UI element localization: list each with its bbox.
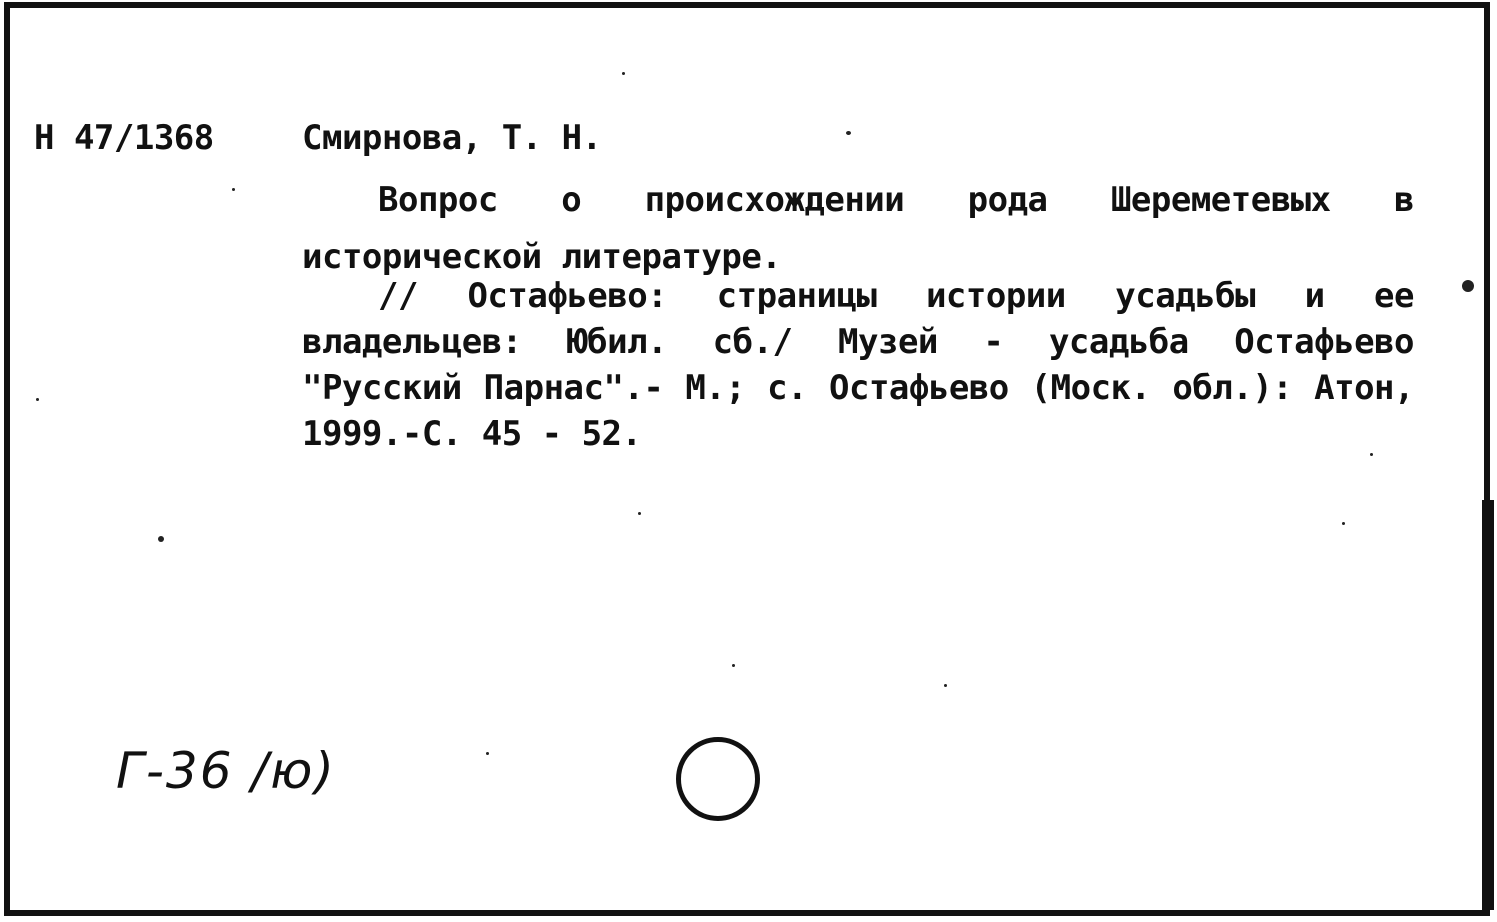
scan-speck <box>638 512 641 515</box>
source-citation: // Остафьево: страницы истории усадьбы и ее владельцев: Юбил. сб./ Музей - усадьба Остафьево "Русский Парнас".- М.; с. Остафьево (Моск. обл.): Атон, 1999.-С. 45 - 52. <box>302 276 1414 454</box>
scan-speck <box>1370 453 1373 456</box>
scan-speck <box>622 72 625 75</box>
punch-hole <box>676 737 760 821</box>
scan-speck <box>1342 522 1345 525</box>
scan-speck <box>732 664 735 667</box>
scan-speck <box>158 536 164 542</box>
scan-speck <box>232 188 235 191</box>
scan-speck <box>486 752 489 755</box>
work-title: Вопрос о происхождении рода Шереметевых в исторической литературе. <box>302 180 1414 277</box>
card-edge-shadow <box>1482 500 1494 910</box>
handwritten-note: Г-36 /ю) <box>116 742 336 800</box>
shelfmark: Н 47/1368 <box>34 118 214 158</box>
scan-speck <box>1462 280 1474 292</box>
scan-speck <box>36 398 39 401</box>
scan-speck <box>846 131 851 135</box>
author: Смирнова, Т. Н. <box>302 118 602 158</box>
scan-speck <box>944 684 947 687</box>
